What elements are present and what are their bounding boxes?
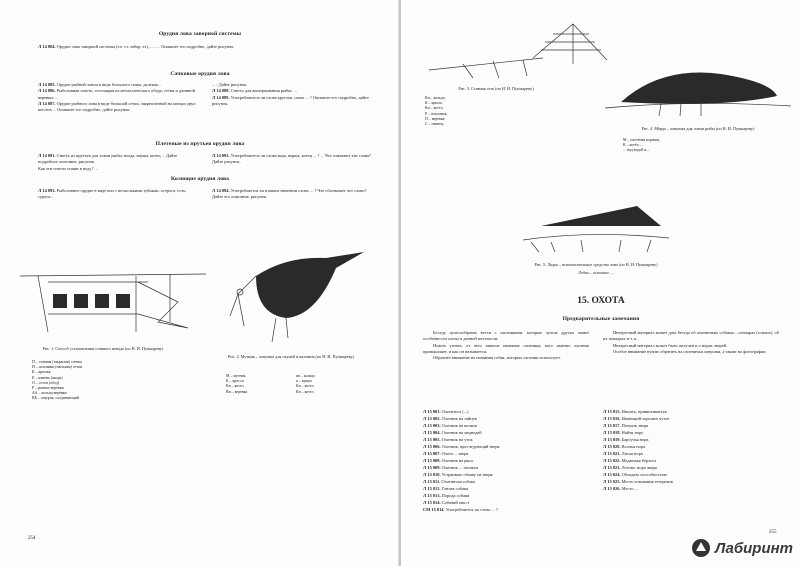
hunting-entry [603, 443, 779, 450]
hunting-entry [423, 408, 589, 415]
hunting-entry [423, 506, 589, 513]
entry-l14094: Л 14 094. Употребляется ли в каком значении слово ... ? Что обозначает это слово? Дайте его описание, рисунок. [212, 188, 367, 200]
figure-3-caption: Рис. 3. Ставная сеть (по Н. И. Пушкареву) [458, 86, 534, 91]
anchors [463, 60, 527, 78]
hunting-entry [603, 415, 779, 422]
reeds [659, 104, 701, 116]
entry-text: Охотник на уток [441, 437, 473, 442]
entry-code: Л 15 025. [603, 479, 621, 484]
hunting-entry [603, 478, 779, 485]
mutnik-handle [230, 276, 256, 326]
entry-text: Охотник, преследующий зверя [441, 444, 500, 449]
entry-code: Л 15 002. [423, 416, 441, 421]
entry-code: Л 15 004. [423, 430, 441, 435]
entry-l14087: Л 14 087. Орудие рыбного лова в виде большой сетки, закрепленной на концах двух шестов ... Опишите его подробно, дайте рисунок. [38, 100, 196, 113]
entry-code: Л 15 007. [423, 451, 441, 456]
labirint-watermark-text: Лабиринт [715, 539, 794, 557]
col-sachok-left [38, 82, 198, 113]
col-pletenye-left [38, 153, 198, 172]
hunting-entry [423, 436, 589, 443]
heading-kolyushchie: Колющие орудия лова [170, 176, 229, 182]
hunting-entry [603, 457, 779, 464]
entry-l14091-cont: Как эти снасти ставят в воду? ... [38, 165, 98, 171]
net-section [116, 294, 130, 308]
entry-code: Л 15 001. [423, 409, 441, 414]
hunting-entry [423, 443, 589, 450]
hunting-entry [423, 457, 589, 464]
hunting-entry [423, 499, 589, 506]
entry-text: Место ... [621, 486, 638, 491]
heading-zavor: Орудия лова заворной системы [158, 31, 242, 37]
entry-text: Устраивать облаву на зверя [441, 472, 493, 477]
water-line [20, 274, 206, 276]
figure-4-merda [601, 58, 793, 120]
heading-pletenye: Плетеные из прутьев орудия лова [155, 141, 245, 147]
entry-text: Охотник на рысь [441, 458, 474, 463]
entry-code: Л 15 013. [423, 493, 441, 498]
entry-code: Л 15 005. [423, 437, 441, 442]
hunting-entry [603, 450, 779, 457]
heading-sachok: Сачковые орудия лова [170, 71, 230, 77]
hunting-entry [603, 436, 779, 443]
entry-code: Л 15 011. [423, 479, 441, 484]
entry-text: Нюхать, принюхиваться [621, 409, 667, 414]
shore-line [523, 234, 669, 240]
entry-l14087-cont: ... ; Дайте рисунок. [212, 82, 248, 87]
entry-code: Л 15 016. [603, 416, 621, 421]
figure-5-caption: Рис. 5. Лодка – вспомогательное средство лова (по Н. И. Пушкареву) [534, 262, 658, 267]
entry-code: Л 15 022. [603, 458, 621, 463]
entry-text: Употребляется ли слово ... ? [445, 507, 498, 512]
figure-2-legend-a: М – мутник К – кресло Кн – котел Вн – веревка [226, 374, 248, 394]
entry-code: Л 15 026. [603, 486, 621, 491]
entry-code: Л 15 008. [423, 458, 441, 463]
net-line [429, 58, 543, 70]
figure-4-caption: Рис. 4. Мёрда – ловушка для ловли рыбы (по Н. И. Пушкареву) [641, 126, 755, 131]
hunting-entry [603, 471, 779, 478]
mutnik-legs [272, 318, 288, 342]
hunting-entry [603, 464, 779, 471]
entry-code: Л 15 021. [603, 451, 621, 456]
page-number-left: 254 [28, 536, 36, 541]
mesh [541, 34, 601, 50]
entry-text: Охотник на медведей [441, 430, 482, 435]
entry-code: Л 15 017. [603, 423, 621, 428]
entry-code: Л 15 019. [603, 437, 621, 442]
entry-code: Л 15 012. [423, 486, 441, 491]
entry-text: Место токования тетеревов [621, 479, 673, 484]
net-section [95, 294, 109, 308]
col-kolyushchie-right [212, 188, 372, 201]
entry-text: Обладать способностью [621, 472, 667, 477]
figure-3-net [423, 20, 613, 82]
hunting-entry [423, 415, 589, 422]
entry-text: Волчья нора [621, 444, 645, 449]
entry-code: Л 15 015. [603, 409, 621, 414]
figure-4-legend: М – плетёная корзина, К – котёл, ... ... над водой и ... [623, 138, 661, 153]
figure-1-set-net [18, 262, 208, 340]
left-page [0, 0, 399, 566]
section-title: Предварительные замечания [562, 316, 640, 322]
hunting-entry [603, 422, 779, 429]
entry-code: Л 15 009. [423, 465, 441, 470]
entries-right [603, 408, 779, 492]
frame [533, 24, 607, 64]
hunting-entry [423, 429, 589, 436]
water-surface [605, 103, 791, 108]
right-page [401, 0, 800, 566]
entry-code: СМ 15 014. [423, 507, 445, 512]
entry-text: Охотник ... загоном [441, 465, 479, 470]
entry-code: Л 15 018. [603, 430, 621, 435]
grass [531, 240, 651, 252]
entry-l14089: Л 14 089. Употребляются ли слова круглая, сачок ... ? Опишите его подробно, дайте рисунок. [212, 94, 369, 106]
entry-code: Л 15 010. [423, 472, 441, 477]
figure-5-lodka [521, 196, 671, 254]
wing-ropes [138, 282, 188, 328]
col-pletenye-right [212, 153, 372, 166]
entry-text: Охотник на волков [441, 423, 477, 428]
entry-l14085: Л 14 085. Орудие рыбной ловли в виде большого сачка: далекая... [38, 82, 161, 87]
entry-text: Барсучья нора [621, 437, 649, 442]
page-number-right: 255 [769, 530, 777, 535]
figure-5-subcaption: Лодка – основное, ... [577, 270, 615, 275]
labirint-watermark [691, 536, 795, 560]
entries-left [423, 408, 589, 513]
entry-text: Охота ... зверя [441, 451, 469, 456]
chapter-title: 15. ОХОТА [577, 296, 625, 306]
entry-l14092: Л 14 092. Употребляются ли слова вада, верша, котец ... ? ... Что означают эти слова? Дайте рисунок. [212, 153, 371, 165]
figure-3-legend: Кн – кольцо, К – крыло, Кн – котел, Р – поплавок, П – верёвка, С – свинец. [425, 96, 448, 127]
net-rope [38, 276, 48, 332]
entry-code: Л 15 023. [603, 465, 621, 470]
hunting-entry [423, 485, 589, 492]
entry-text: Охотничья собака [441, 479, 476, 484]
net-section [53, 294, 67, 308]
figure-1-legend: П – ставная (закрытая) стенка Н – поплавки (наплавы) сетки К – крылья Е – камень (якорь) О – остов (обод) Р – разные верёвки АА – кольца верёвки ВБ – шнурок, соединяющий [32, 360, 82, 401]
entry-text: Почуять зверя [621, 423, 649, 428]
entry-text: Порода собаки [441, 493, 470, 498]
entry-l14084: Л 14 084. Орудие лова заворной системы (т.е. ст. забор, ез), ... ; ... Опишите его подробно, дайте рисунок. [38, 44, 235, 49]
entry-code: Л 15 006. [423, 444, 441, 449]
intro-left: Беседу целесообразно вести с охотниками, которые лучше других знают особенности охоты в данной местности. Нужно узнать, от чего зависит название охотника, кого именно охотник промышляет, и как он называется. Обратите внимание на названия собак, которых охотник использует. [423, 330, 589, 361]
mutnik-body [256, 252, 364, 318]
entry-text: Охотник на зайцев [441, 416, 477, 421]
figure-1-caption: Рис. 1. Способ установления ставного невода (по Н. И. Пушкареву) [42, 346, 164, 351]
figure-2-caption: Рис. 2. Мутник – ловушка для окуней и налимов (по Н. И. Пушкареву) [228, 354, 354, 359]
entry-l14093: Л 14 093. Рыболовное орудие в виде вил с несколькими зубьями, острога, ость, сурога... [38, 188, 187, 200]
entry-text: Логово, нора зверя [621, 465, 657, 470]
entry-l14088: Л 14 088. Снасть для вычерпывания рыбы: ... [212, 88, 297, 94]
hunting-entry [423, 450, 589, 457]
entry-code: Л 15 024. [603, 472, 621, 477]
lodka-hull [541, 206, 661, 226]
hunting-entry [423, 492, 589, 499]
entry-l14086: Л 14 086. Рыболовная снасть, состоящая из металлического обода, сетки и длинной веревки: ... [38, 88, 195, 100]
hunting-entry [603, 429, 779, 436]
entry-text: Охотиться (...) [441, 409, 469, 414]
intro-right: Интересный материал может дать беседа об охотничьих собаках – гончарах (гончих), об их повадках и т. п. Интересный материал может быть получен и о норах зверей. Особое внимание нужно обратить на охотничьи ловушки, а также на фотографии. [603, 330, 779, 354]
col-sachok-right [212, 82, 372, 107]
hunting-entry [423, 464, 589, 471]
figure-2-legend-b: кн – кольцо к – крыло Кн – котел Кн – котел [296, 374, 316, 394]
entry-text: Медвежья берлога [621, 458, 657, 463]
entry-l14091: Л 14 091. Снасть из прутьев для ловли рыбы: входа, верша, котец ... Дайте подробное описание, рисунок. [38, 153, 178, 165]
merda-body [621, 73, 777, 104]
hunting-entry [423, 471, 589, 478]
entry-text: Имеющий хорошее чутьё [621, 416, 670, 421]
hunting-entry [603, 408, 779, 415]
entry-code: Л 15 014. [423, 500, 441, 505]
hunting-entry [423, 478, 589, 485]
entry-text: Найти нору [621, 430, 644, 435]
hunting-entry [423, 422, 589, 429]
labirint-logo-icon [691, 538, 711, 558]
entry-code: Л 15 020. [603, 444, 621, 449]
entry-code: Л 15 003. [423, 423, 441, 428]
entry-text: Лисья нора [621, 451, 643, 456]
entry-text: Собачий хвост [441, 500, 470, 505]
col-kolyushchie-left [38, 188, 198, 201]
figure-2-mutnik [216, 246, 366, 346]
entry-text: Гончая собака [441, 486, 468, 491]
net-section [74, 294, 88, 308]
hunting-entry [603, 485, 779, 492]
